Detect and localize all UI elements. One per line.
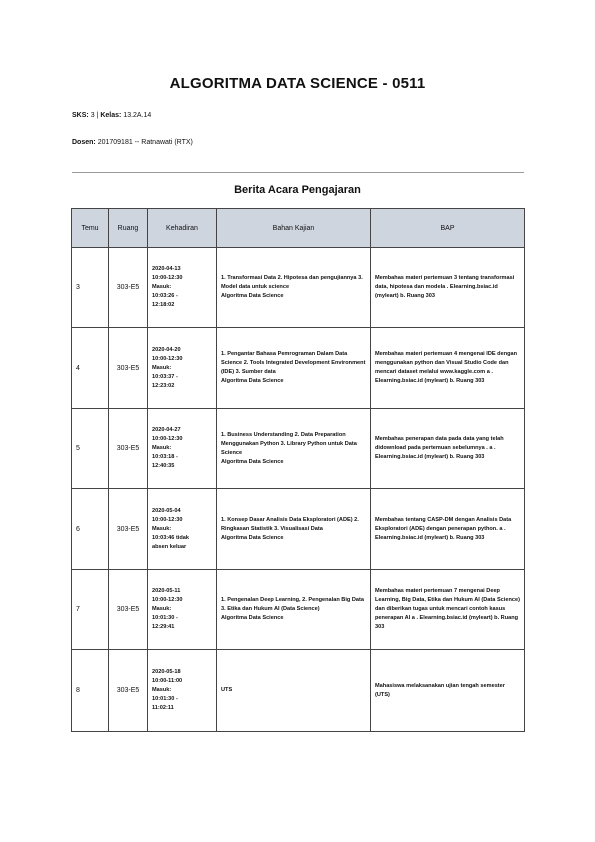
- cell-bahan-kajian: [217, 489, 371, 570]
- kehadiran-line: Masuk:: [152, 525, 172, 532]
- kehadiran-line: 10:03:26 -: [152, 293, 178, 299]
- table-row: [72, 409, 525, 489]
- kehadiran-line: 10:00-12:30: [152, 597, 183, 603]
- kehadiran-line: 2020-04-27: [152, 427, 181, 433]
- table-row: [72, 328, 525, 409]
- kehadiran-line: 10:00-12:30: [152, 516, 183, 523]
- table-row: [72, 489, 525, 570]
- bahan-kajian-course: Algoritma Data Science: [221, 378, 284, 384]
- bahan-kajian-text: 1. Konsep Dasar Analisis Data Eksploratori (ADE) 2. Ringkasan Statistik 3. Visualisasi Data: [221, 516, 359, 532]
- kehadiran-line: 10:03:37 -: [152, 373, 178, 380]
- header-temu: Temu: [72, 209, 109, 248]
- table-row: [72, 248, 525, 328]
- kehadiran-line: 12:40:35: [152, 463, 175, 469]
- dosen-label: Dosen:: [72, 139, 96, 146]
- bahan-kajian-course: Algoritma Data Science: [221, 458, 284, 465]
- header-bahan-kajian: Bahan Kajian: [217, 209, 371, 248]
- cell-temu: 5: [72, 409, 109, 489]
- header-bap: BAP: [371, 209, 525, 248]
- cell-bahan-kajian: [217, 248, 371, 328]
- bahan-kajian-course: Algoritma Data Science: [221, 534, 284, 541]
- cell-bap: Membahas materi pertemuan 3 tentang transformasi data, hipotesa dan modela . Elearning.bsiac.id (myleart) b. Ruang 303: [371, 248, 525, 328]
- bahan-kajian-text: 1. Pengantar Bahasa Pemrograman Dalam Data Science 2. Tools Integrated Development Environment (IDE) 3. Sumber data: [221, 351, 366, 375]
- kehadiran-line: 10:00-12:30: [152, 436, 183, 442]
- cell-ruang: 303-E5: [109, 328, 148, 409]
- cell-bahan-kajian: [217, 650, 371, 732]
- cell-kehadiran: [148, 409, 217, 489]
- kehadiran-line: 10:00-12:30: [152, 355, 183, 362]
- kehadiran-line: Masuk:: [152, 687, 172, 693]
- kehadiran-line: 10:01:30 -: [152, 615, 178, 621]
- cell-ruang: 303-E5: [109, 409, 148, 489]
- cell-bap: Membahas materi pertemuan 4 mengenai IDE dengan menggunakan python dan Visual Studio Code dan mencari dataset melalui www.kaggle.com a . Elearning.bsiac.id (myleart) b. Ruang 303: [371, 328, 525, 409]
- header-ruang: Ruang: [109, 209, 148, 248]
- bahan-kajian-course: Algoritma Data Science: [221, 293, 284, 299]
- cell-temu: 6: [72, 489, 109, 570]
- cell-kehadiran: [148, 570, 217, 650]
- sks-value: 3: [90, 112, 95, 119]
- kehadiran-line: 12:29:41: [152, 624, 175, 630]
- kehadiran-line: 11:02:11: [152, 705, 174, 711]
- cell-ruang: 303-E5: [109, 570, 148, 650]
- bahan-kajian-course: Algoritma Data Science: [221, 615, 284, 621]
- bahan-kajian-text: UTS: [221, 687, 233, 693]
- kehadiran-line: Masuk:: [152, 284, 172, 290]
- table-row: [72, 650, 525, 732]
- cell-bap: Mahasiswa melaksanakan ujian tengah semester (UTS): [371, 650, 525, 732]
- cell-ruang: 303-E5: [109, 650, 148, 732]
- kehadiran-line: 2020-05-11: [152, 588, 181, 594]
- kehadiran-line: 2020-04-20: [152, 346, 181, 353]
- cell-temu: 7: [72, 570, 109, 650]
- kehadiran-line: 10:00-11:00: [152, 678, 183, 684]
- kehadiran-line: 10:03:18 -: [152, 454, 178, 460]
- kehadiran-line: 2020-04-13: [152, 266, 181, 272]
- bahan-kajian-text: 1. Transformasi Data 2. Hipotesa dan pengujiannya 3. Model data untuk science: [221, 275, 363, 290]
- cell-ruang: 303-E5: [109, 248, 148, 328]
- horizontal-divider: [72, 172, 524, 173]
- bahan-kajian-text: 1. Business Understanding 2. Data Preparation Menggunakan Python 3. Library Python untuk Data Science: [221, 431, 357, 456]
- kehadiran-line: absen keluar: [152, 543, 187, 550]
- cell-bahan-kajian: [217, 570, 371, 650]
- cell-temu: 8: [72, 650, 109, 732]
- header-kehadiran: Kehadiran: [148, 209, 217, 248]
- cell-bap: Membahas penerapan data pada data yang telah didownload pada pertemuan sebelumnya . a . Elearning.bsiac.id (myleart) b. Ruang 303: [371, 409, 525, 489]
- cell-bahan-kajian: [217, 409, 371, 489]
- kehadiran-line: 12:23:02: [152, 382, 175, 389]
- lecturer-info: [72, 139, 193, 146]
- kehadiran-line: 2020-05-04: [152, 507, 181, 514]
- kehadiran-line: Masuk:: [152, 606, 172, 612]
- meta-separator: |: [96, 112, 99, 119]
- kehadiran-line: 2020-05-18: [152, 669, 181, 675]
- kelas-value: 13.2A.14: [123, 112, 152, 119]
- cell-kehadiran: [148, 489, 217, 570]
- cell-ruang: 303-E5: [109, 489, 148, 570]
- kehadiran-line: Masuk:: [152, 364, 172, 371]
- dosen-value: 201709181 -- Ratnawati (RTX): [97, 139, 193, 146]
- course-info: [72, 112, 151, 119]
- document-title: ALGORITMA DATA SCIENCE - 0511: [169, 75, 426, 92]
- kelas-label: Kelas:: [100, 112, 122, 119]
- section-title: Berita Acara Pengajaran: [234, 184, 361, 196]
- kehadiran-line: 12:18:02: [152, 302, 175, 308]
- cell-kehadiran: [148, 328, 217, 409]
- kehadiran-line: 10:00-12:30: [152, 275, 183, 281]
- bap-table: [71, 208, 525, 732]
- kehadiran-line: Masuk:: [152, 445, 172, 451]
- bahan-kajian-text: 1. Pengenalan Deep Learning, 2. Pengenalan Big Data 3. Etika dan Hukum AI (Data Science): [221, 597, 364, 612]
- cell-kehadiran: [148, 650, 217, 732]
- kehadiran-line: 10:03:46 tidak: [152, 534, 190, 541]
- cell-bahan-kajian: [217, 328, 371, 409]
- cell-kehadiran: [148, 248, 217, 328]
- cell-temu: 4: [72, 328, 109, 409]
- cell-temu: 3: [72, 248, 109, 328]
- table-row: [72, 570, 525, 650]
- kehadiran-line: 10:01:30 -: [152, 696, 178, 702]
- sks-label: SKS:: [72, 112, 89, 119]
- table-header-row: [72, 209, 525, 248]
- cell-bap: Membahas tentang CASP-DM dengan Analisis Data Eksploratori (ADE) dengan penerapan python. a . Elearning.bsiac.id (myleart) b. Ruang 303: [371, 489, 525, 570]
- cell-bap: Membahas materi pertemuan 7 mengenai Deep Learning, Big Data, Etika dan Hukum AI (Data Science) dan diberikan tugas untuk mencari contoh kasus penerapan AI a . Elearning.bsiac.id (myleart) b. Ruang 303: [371, 570, 525, 650]
